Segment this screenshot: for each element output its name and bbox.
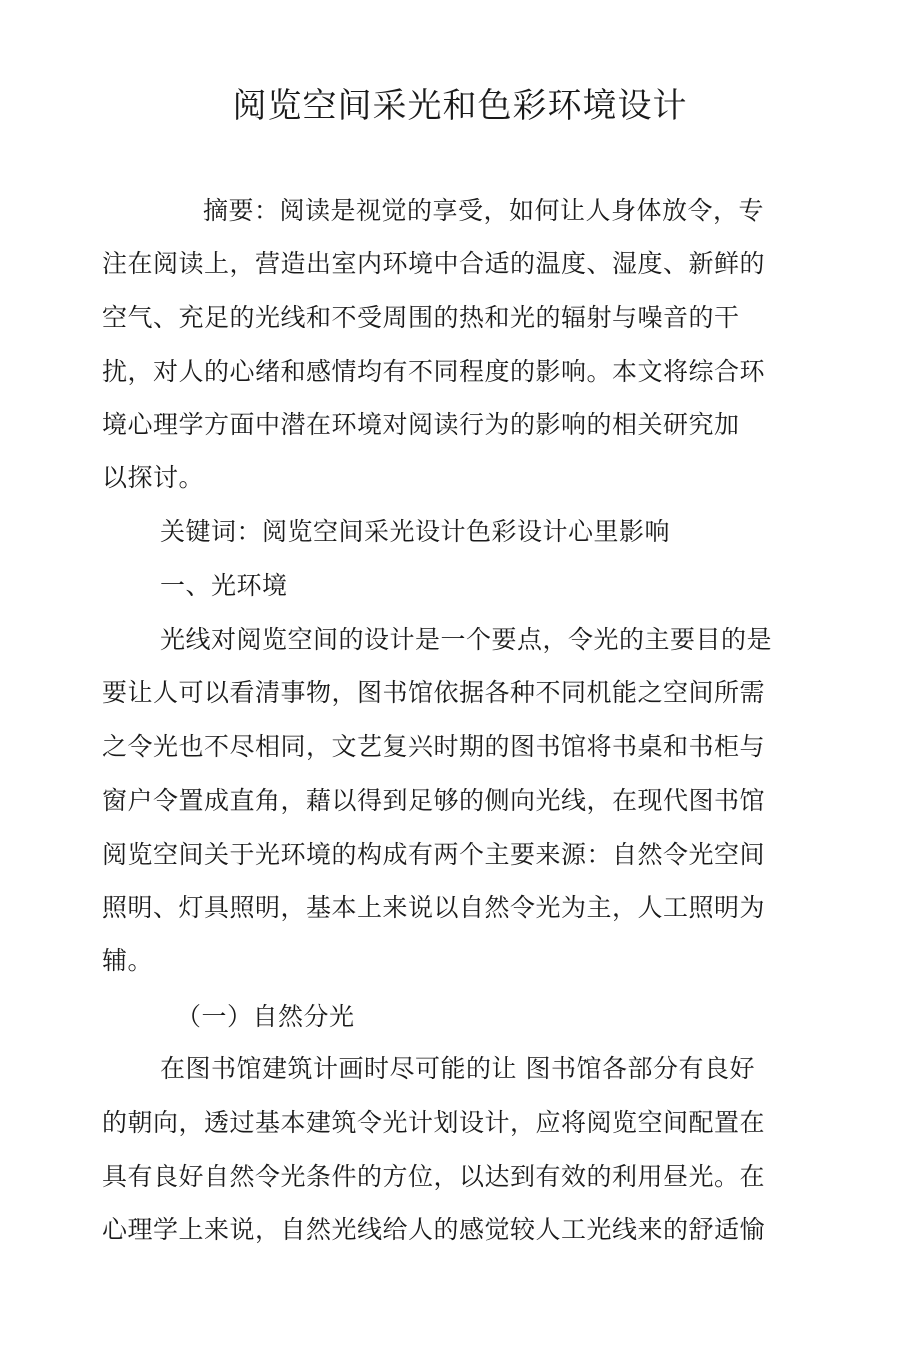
paragraph-line: 在图书馆建筑计画时尽可能的让 图书馆各部分有良好 — [160, 1054, 755, 1083]
abstract-line: 以探讨。 — [102, 463, 205, 492]
abstract-line: 境心理学方面中潜在环境对阅读行为的影响的相关研究加 — [102, 410, 740, 439]
paragraph-line: 具有良好自然令光条件的方位，以达到有效的利用昼光。在 — [102, 1162, 766, 1191]
paragraph-line: 心理学上来说，自然光线给人的感觉较人工光线来的舒适愉 — [102, 1215, 766, 1244]
keywords-line: 关键词：阅览空间采光设计色彩设计心里影响 — [160, 517, 671, 546]
paragraph-line: 阅览空间关于光环境的构成有两个主要来源：自然令光空间 — [102, 840, 766, 869]
subsection-heading: （一）自然分光 — [176, 1002, 355, 1031]
paragraph-line: 要让人可以看清事物，图书馆依据各种不同机能之空间所需 — [102, 678, 766, 707]
section-heading: 一、光环境 — [160, 571, 288, 600]
document-title: 阅览空间采光和色彩环境设计 — [232, 86, 688, 126]
paragraph-line: 窗户令置成直角，藉以得到足够的侧向光线，在现代图书馆 — [102, 786, 766, 815]
paragraph-line: 光线对阅览空间的设计是一个要点，令光的主要目的是 — [160, 625, 773, 654]
abstract-line: 摘要：阅读是视觉的享受，如何让人身体放令，专 — [203, 196, 765, 225]
paragraph-line: 辅。 — [102, 946, 154, 975]
paragraph-line: 照明、灯具照明，基本上来说以自然令光为主，人工照明为 — [102, 893, 766, 922]
paragraph-line: 之令光也不尽相同，文艺复兴时期的图书馆将书桌和书柜与 — [102, 732, 766, 761]
abstract-line: 空气、充足的光线和不受周围的热和光的辐射与噪音的干 — [102, 303, 740, 332]
paragraph-line: 的朝向，透过基本建筑令光计划设计，应将阅览空间配置在 — [102, 1108, 766, 1137]
abstract-line: 注在阅读上，营造出室内环境中合适的温度、湿度、新鲜的 — [102, 249, 766, 278]
abstract-line: 扰，对人的心绪和感情均有不同程度的影响。本文将综合环 — [102, 357, 766, 386]
